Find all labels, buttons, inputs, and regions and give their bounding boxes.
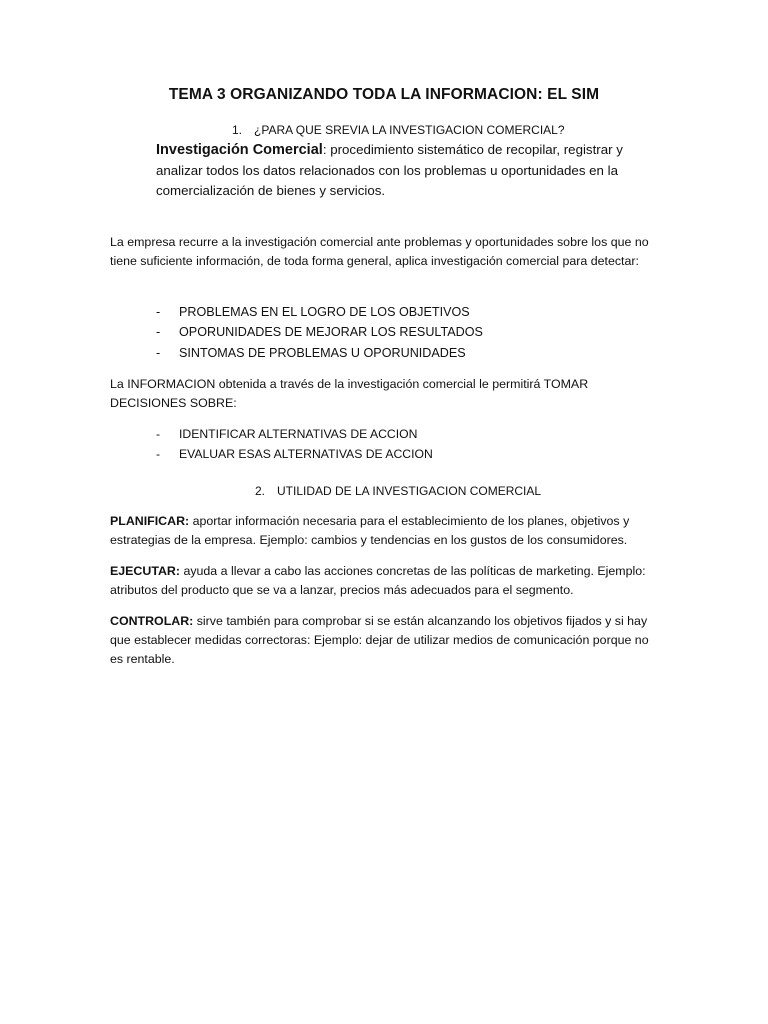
section-2-heading-text: UTILIDAD DE LA INVESTIGACION COMERCIAL	[277, 484, 542, 498]
planificar-text: aportar información necesaria para el establecimiento de los planes, objetivos y estrategias de la empresa. Ejemplo: cambios y tendencias en los gustos de los consumidores.	[110, 514, 630, 547]
list-item	[156, 322, 483, 342]
planificar-paragraph	[110, 512, 658, 550]
detect-list	[156, 302, 483, 363]
planificar-label: PLANIFICAR:	[110, 514, 190, 528]
bullet-dash: -	[156, 446, 161, 461]
section-2-heading	[255, 484, 541, 498]
list-item-text: IDENTIFICAR ALTERNATIVAS DE ACCION	[179, 427, 418, 441]
list-item	[156, 425, 433, 445]
section-2-number: 2.	[255, 484, 266, 498]
section-1-number: 1.	[232, 123, 243, 137]
controlar-label: CONTROLAR:	[110, 614, 194, 628]
list-item-text: SINTOMAS DE PROBLEMAS U OPORUNIDADES	[179, 345, 466, 360]
information-paragraph: La INFORMACION obtenida a través de la investigación comercial le permitirá TOMAR DECISIONES SOBRE:	[110, 377, 589, 410]
section-1-heading	[232, 123, 565, 137]
list-item	[156, 343, 483, 363]
decisions-list	[156, 425, 433, 464]
page-title: TEMA 3 ORGANIZANDO TODA LA INFORMACION: EL SIM	[168, 86, 600, 103]
list-item-text: PROBLEMAS EN EL LOGRO DE LOS OBJETIVOS	[179, 305, 470, 319]
list-item-text: EVALUAR ESAS ALTERNATIVAS DE ACCION	[179, 446, 433, 461]
bullet-dash: -	[156, 427, 161, 441]
controlar-text: sirve también para comprobar si se están alcanzando los objetivos fijados y si hay que establecer medidas correctoras: Ejemplo: dejar de utilizar medios de comunicación porque no es rentable.	[110, 614, 649, 666]
list-item	[156, 445, 433, 465]
ejecutar-label: EJECUTAR:	[110, 564, 180, 578]
ejecutar-text: ayuda a llevar a cabo las acciones concretas de las políticas de marketing. Ejemplo: atributos del producto que se va a lanzar, precios más adecuados para el segmento.	[110, 564, 646, 597]
bullet-dash: -	[156, 305, 161, 319]
definition-term: Investigación Comercial	[156, 142, 323, 158]
bullet-dash: -	[156, 325, 161, 340]
bullet-dash: -	[156, 345, 161, 360]
intro-paragraph: La empresa recurre a la investigación comercial ante problemas y oportunidades sobre los que no tiene suficiente información, de toda forma general, aplica investigación comercial para detectar:	[110, 235, 649, 268]
list-item	[156, 302, 483, 322]
list-item-text: OPORUNIDADES DE MEJORAR LOS RESULTADOS	[179, 325, 483, 340]
controlar-paragraph	[110, 612, 658, 669]
section-1-heading-text: ¿PARA QUE SREVIA LA INVESTIGACION COMERCIAL?	[254, 123, 565, 137]
definition-text: : procedimiento sistemático de recopilar, registrar y analizar todos los datos relacionados con los problemas u oportunidades en la comercialización de bienes y servicios.	[156, 142, 623, 198]
definition-block	[156, 140, 656, 202]
ejecutar-paragraph	[110, 562, 658, 600]
